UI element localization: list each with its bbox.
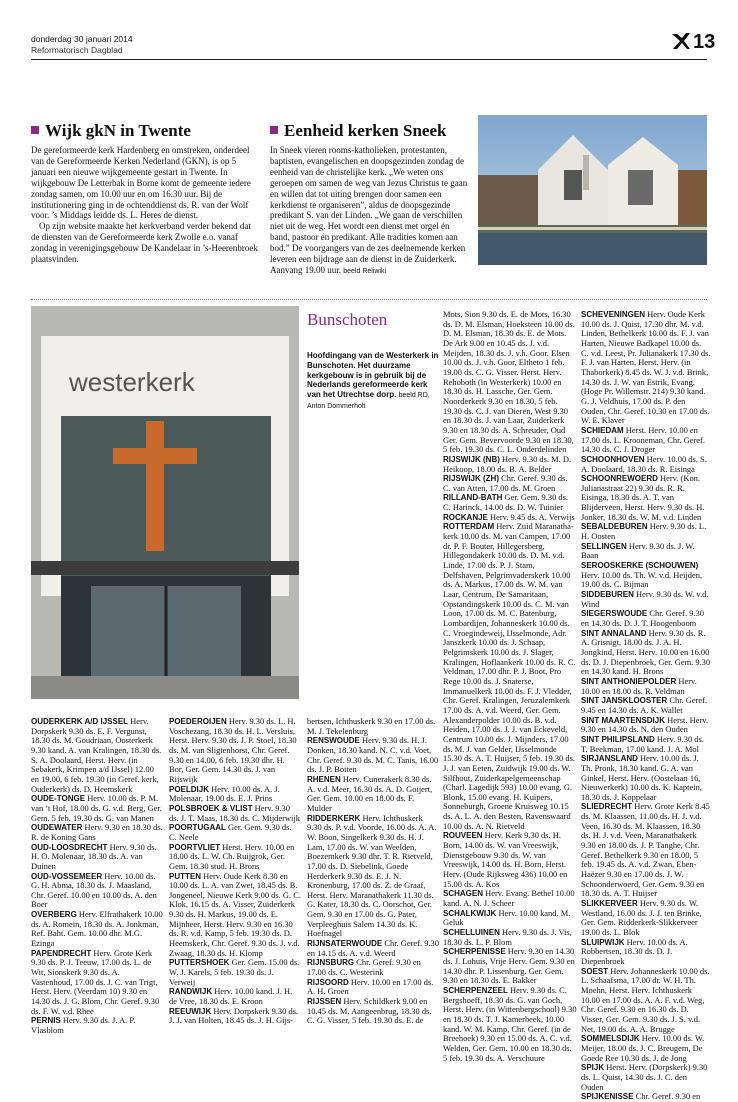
listing-place: REEUWIJK [169,1006,212,1016]
listing-entry: SCHOONHOVEN Herv. 10.00 ds. S. A. Doolaard, 18.30 ds. R. Eisinga [581,453,707,474]
westerkerk-sign: westerkerk [69,367,195,397]
westerkerk-photo [31,306,299,699]
listing-entry: SCHERPENZEEL Herv. 9.30 ds. C. Bergshoeff, 18.30 ds. G. van Goch, Herst. Herv. (in Wittenbergschool) 9.30 en 18.30 ds. T. J. Kamerbeek, 10.00 kand. W. M. Kamp, Chr. Geref. (in de Breehoek) 9.30 en 15.00 ds. A. C. v.d. Welden, Ger. Gem. 10.00 en 18.30 ds. 5 feb. 19.30 ds. A. Verschuure [443,984,577,1063]
listing-place: SIDDEBUREN [581,590,634,600]
listing-column-2 [169,717,301,1067]
article-wijk-gkn-body: De gereformeerde kerk Hardenberg en omstreken, onderdeel van de Gereformeerde Kerken Nederland (GKN), is op 5 januari een nieuwe wijkgemeente gestart in Twente. In wijkgebouw De Letterbak in Borne komt de gemeente iedere zondag samen, om 10.00 uur en om 16.30 uur. Bij de institutionering ging in de ochtenddienst ds. R. van der Wolf voor. ’s Middags leidde ds. L. Heres de dienst. [31,145,251,221]
listing-place: OUDE-TONGE [31,794,86,804]
listing-entry: SIRJANSLAND Herv. 10.00 ds. J. Th. Pronk, 18.30 kand. G. A. van Ginkel, Herst. Herv. (Oostelaan 16, Nieuwerkerk) 10.00 ds. K. Kaptein, 18.30 ds. J. Koppelaar [581,753,702,802]
listing-entry: RENSWOUDE Herv. 9.30 ds. H. J. Donken, 18.30 kand. N. C. v.d. Voet, Chr. Geref. 9.30 ds. M. C. Tanis, 16.00 ds. J. P. Boiten [307,735,439,775]
listing-entry: RIJSSEN Herv. Schildkerk 9.00 en 10.45 ds. M. Aangeenbrug, 18.30 ds. C. G. Visser, 5 feb. 19.30 ds. E. de [307,996,432,1026]
listing-place: ROTTERDAM [443,522,495,532]
listing-place: SCHERPENISSE [443,947,506,957]
page-number: 13 [693,31,716,53]
listing-place: SCHALKWIJK [443,908,497,918]
listing-entry: SINT MAARTENSDIJK Herst. Herv. 9.30 en 14.30 ds. N. den Ouden [581,714,709,735]
header-divider [31,59,707,60]
listing-entry: bertsen, Ichthuskerk 9.30 en 17.00 ds. M. J. Tekelenburg [307,716,436,736]
listing-place: RIJSSEN [307,997,342,1007]
listing-entry: SLIEDRECHT Herv. Grote Kerk 8.45 ds. M. Klaassen, 11.00 ds. H. J. v.d. Veen, 16.30 ds. M. Klaassen, 18.30 ds. H. J. v.d. Veen, Maranathakerk 9.30 en 18.00 ds. J. P. Tanghe, Chr. Geref. Bethelkerk 9.30 en 18.00, 5 feb. 19.45 ds. A. v.d. Zwan, Eben-Haëzer 9.30 en 17.00 ds. J. W. Schoonderwoerd, Ger. Gem. 9.30 en 18.30 ds. A. T. Huijser [581,801,710,899]
listing-entry: ROUVEEN Herv. Kerk 9.30 ds. H. Born, 14.00 ds. W. van Vreeswijk, Dienstgebouw 9.30 ds. W. van Vreeswijk, 14.00 ds. H. Born, Herst. Herv. (Oude Rijksweg 436) 10.00 en 15.00 ds. A. Kos [443,830,568,889]
listing-entry: RIJNSBURG Chr. Geref. 9.30 en 17.00 ds. C. Westerink [307,957,421,978]
listing-column-bottom-3 [307,717,439,1067]
listing-entry: OUDE-TONGE Herv. 10.00 ds. P. M. van ’t Hof, 18.00 ds. G. v.d. Berg, Ger. Gem. 5 feb. 19.30 ds. G. van Manen [31,793,162,823]
listing-column-1 [31,717,163,1067]
header-paper-name: Reformatorisch Dagblad [31,45,123,55]
listing-entry: SINT JANSKLOOSTER Chr. Geref. 9.45 en 14.30 ds. A. K. Wallet [581,695,708,715]
listing-entry: RIJSWIJK (NB) Herv. 9.30 ds. M. D. Heikoop, 18.00 ds. B. A. Belder [443,453,572,474]
listing-entry: SCHOONREWOERD Herv. (Kon. Julianastraat 22) 9.30 ds. R. R. Eisinga, 18.30 ds. A. T. van Blijderveen, Herst. Herv. 9.30 ds. H. Jonker, 18.30 ds. W. M. v.d. Linden [581,473,705,522]
listing-entry: ROTTERDAM Herv. Zuid Maranatha-kerk 10.00 ds. M. van Campen, 17.00 dr. P. F. Bouter, Hillegersberg, Hillegondakerk 10.00 ds. D. M. v.d. Linde, 17.00 ds. P. J. Stam, Delfshaven, Pelgrimvaderskerk 10.00 ds. A. Markus, 17.00 ds. W. M. van Laar, Centrum, De Samaritaan, Opstandingskerk 10.00 ds. C. M. van Loon, 17.00 ds. M. C. Batenburg, Lombardijen, Johanneskerk 10.00 ds. C. Vroegindeweij, IJsselmonde, Adr. Janszkerk 10.00 ds. J. Schaap, Pelgrimskerk 10.00 ds. J. Slager, Kralingen, Hoflaankerk 10.00 ds. R. C. Veldman, 17.00 dhr. P. J. Boot, Pro Rege 10.00 ds. J. Snaterse, Immanuelkerk 10.00 ds. F. J. Vledder, Chr. Geref. Kralingen, Jeruzalemkerk 17.00 ds. A. v.d. Weerd, Ger. Gem. Alexanderpolder 10.00 ds. B. v.d. Heiden, 17.00 ds. J. J. van Eckeveld, Centrum 10.00 ds. J. Mijnders, 17.00 ds. M. J. van Gelder, IJsselmonde 15.30 ds. A. T. Huijser, 5 feb. 19.30 ds. J. J. van Eeten, Zuidwijk 19.00 ds. W. Silfhout, Zuiderkapelgemeenschap (Charl. Lagedijk 593) 10.00 evang. G. Blonk, 15.00 evang. H. Kuipers, Sonneburgh, Groene Kruisweg 10.15 ds. A. L. A. den Besten, Ravenswaard 10.00 ds. A. N. Rietveld [443,521,576,831]
listing-entry: SINT ANNALAND Herv. 9.30 ds. R. A. Grisnigt, 18.00 ds. J. A. H. Jongkind, Herst. Herv. 10.00 en 16.00 ds. D. J. Diepenbroek, Ger. Gem. 9.30 en 14.30 kand. H. Brons [581,627,711,677]
header-date: donderdag 30 januari 2014 [31,34,133,44]
listing-place: SIEGERSWOUDE [581,609,648,619]
listing-entry: SPIJKENISSE Chr. Geref. 9.30 en [581,1091,701,1102]
listing-place: RIJSWIJK (ZH) [443,474,499,484]
listing-entry: RILLAND-BATH Ger. Gem. 9.30 ds. C. Harinck, 14.00 ds. D. W. Tuinier [443,492,569,513]
listing-place: OUDEWATER [31,823,83,833]
listing-place: SLUIPWIJK [581,937,625,947]
listing-place: POELDIJK [169,784,210,794]
listing-entry: POELDIJK Herv. 10.00 ds. A. J. Molenaar, 19.00 ds. E. J. Prins [169,783,280,804]
listing-place: POORTUGAAL [169,823,226,833]
article-wijk-gkn-body-2: Op zijn website maakte het kerkverband verder bekend dat de diensten van de Gereformeerde kerk Zwolle e.o. vanaf zondag in verenigingsgebouw De Kandelaar in ’s-Heerenbroek plaatsvinden. [31,221,258,265]
listing-entry: RANDWIJK Herv. 10.00 kand. J. H. de Vree, 18.30 ds. E. Kroon [169,986,293,1007]
listing-entry: SCHAGEN Herv. Evang. Bethel 10.00 kand. A. N. J. Scheer [443,888,575,909]
listing-place: PERNIS [31,1016,61,1026]
listing-entry: RIDDERKERK Herv. Ichthuskerk 9.30 ds. P. v.d. Voorde, 16.00 ds. A. A. W. Boon, Singelkerk 9.30 ds. H. J. Lam, 17.00 ds. W. van Weelden, Boezemkerk 9.30 dhr. T. R. Rietveld, 17.00 ds. D. Siebelink, Goede Herderkerk 9.30 ds. E. J. N. Kronenburg, 17.00 ds. Z. de Graaf, Herst. Herv. Maranathakerk 11.30 ds. G. Kater, 18.30 ds. C. Oorschot, Ger. Gem. 9.30 en 17.00 ds. G. Pater, Verpleeghuis Salem 14.30 ds. K. Hoefnagel [307,812,437,939]
listing-entry: SLIKKERVEER Herv. 9.30 ds. W. Westland, 16.00 ds. J. J. ten Brinke, Ger. Gem. Ridderkerk-Slikkerveer 19.00 ds. L. Blok [581,898,702,937]
listing-place: PAPENDRECHT [31,948,92,958]
listing-column-4 [581,309,711,1102]
listing-place: SINT PHILIPSLAND [581,734,655,744]
listing-place: SINT ANNALAND [581,628,647,638]
listing-place: RIDDERKERK [307,813,361,823]
listing-entry: RHENEN Herv. Cunerakerk 8.30 ds. A. v.d. Meer, 16.30 ds. A. D. Goijert, Ger. Gem. 10.00 en 18.00 ds. F. Mulder [307,773,433,813]
listing-place: SPIJK [581,1063,605,1073]
listing-entry: SCHELLUINEN Herv. 9.30 ds. J. Vis, 18.30 ds. L. P. Blom [443,927,572,947]
listing-place: OUDERKERK A/D IJSSEL [31,717,129,726]
listing-entry: SELLINGEN Herv. 9.30 ds. J. W. Baan [581,540,695,561]
listing-entry: PAPENDRECHT Herv. Grote Kerk 9.30 ds. P. J. Teeuw, 17.00 ds. L. de Wit, Sionskerk 9.30 ds. A. Vastenhoud, 17.00 ds. J. C. van Trigt, Herst. Herv. (Veerdam 10) 9.30 en 14.30 ds. J. G. Blom, Chr. Geref. 9.30 ds. F. W. v.d. Rhee [31,947,160,1016]
listing-place: SOMMELSDIJK [581,1034,640,1044]
listing-place: SINT JANSKLOOSTER [581,696,668,706]
listing-place: OUD-LOOSDRECHT [31,842,108,852]
photo-caption-text: Hoofdingang van de Westerkerk in Bunschoten. Het duurzame kerkgebouw is in gebruik bij de Nederlands gereformeerde kerk van het Utrechtse dorp. [307,351,439,400]
listing-place: RIJSWIJK (NB) [443,454,500,464]
listing-entry: SIDDEBUREN Herv. 9.30 ds. W. v.d. Wind [581,589,709,609]
listing-place: SCHOONREWOERD [581,474,658,484]
article-eenheid-sneek-body: In Sneek vieren rooms-katholieken, protestanten, baptisten, evangelischen en doopsgezinden zondag de eenheid van de christelijke kerk. „We weten ons geroepen om samen de weg van Jezus Christus te gaan en willen dat tot uiting brengen door samen een kerkdienst te organiseren”, aldus de doopsgezinde predikant S. van der Linden. „We gaan de verschillen niet uit de weg. Het wordt een dienst met orgel én band, pastoor én predikant. Alle tradities komen aan bod.” De voorgangers van de zes deelnemende kerken leveren een bijdrage aan de dienst in de Zuiderkerk. Aanvang 19.00 uur. [270,145,468,275]
listing-entry: PERNIS Herv. 9.30 ds. J. A. P. Vlasblom [31,1015,136,1035]
listing-place: SLIEDRECHT [581,802,633,812]
listing-entry: SCHERPENISSE Herv. 9.30 en 14.30 ds. J. Lohuis, Vrije Herv. Gem. 9.30 en 14.30 dhr. P. Lissenburg. Ger. Gem. 9.30 en 18.30 ds. E. Bakker [443,946,575,986]
listing-entry: SEBALDEBUREN Herv. 9.30 ds. L. H. Oosten [581,521,707,542]
newspaper-logo-icon [670,30,692,52]
listing-place: SEBALDEBUREN [581,522,648,532]
listing-entry: OUDEWATER Herv. 9.30 en 18.30 ds. R. de Koning Gans [31,822,163,842]
listing-entry: SOMMELSDIJK Herv. 10.00 ds. W. Meijer, 18.00 ds. J. C. Breugem, De Goede Ree 10.30 ds. J. de Jong [581,1033,705,1063]
listing-entry: POLSBROEK & VLIST Herv. 9.30 ds. J. T. Maas, 18.30 ds. C. Mijderwijk [169,802,300,823]
listing-entry: Mots, Sion 9.30 ds. E. de Mots, 16.30 ds. D. M. Elsman, Hoeksteen 10.00 ds. D. M. Elsman, 18.30 ds. E. de Mots. De Ark 9.00 en 10.45 ds. J. v.d. Meijden, 18.30 ds. J. v.h. Goor. Elsen 10.00 ds. J. v.h. Goor, Eltheto 1 feb. 19.00 ds. C. G. Visser. Herst. Herv. Rehoboth (in Westerkerk) 10.00 en 18.30 ds. H. Lassche, Ger. Gem. Noorderkerk 9.30 en 18.30, 5 feb. 19.30 ds. C. J. van Dieren, West 9.30 en 18.30 ds. J. van Laar, Zuiderkerk 9.30 en 18.30 ds. A. Schreuder, Oud Ger. Gem. Bevervoorde 9.30 en 18.30, 5 feb. 19.30 ds. C. L. Onderdelinden [443,309,575,455]
listing-place: SELLINGEN [581,541,627,551]
listing-entry: POORTVLIET Herst. Herv. 10.00 en 18.00 ds. L. W. Ch. Ruijgrok, Ger. Gem. 18.30 stud. H. Brons [169,841,295,871]
listing-place: RHENEN [307,774,341,784]
listing-entry: SINT ANTHONIEPOLDER Herv. 10.00 en 18.00 ds. R. Veldman [581,675,697,696]
listing-place: RIJNSATERWOUDE [307,939,383,949]
listing-place: RANDWIJK [169,987,213,997]
listing-place: RIJSOORD [307,977,349,987]
listing-entry: SCHALKWIJK Herv. 10.00 kand. M. Geluk [443,907,571,928]
listing-place: SINT MAARTENSDIJK [581,715,666,725]
listing-place: SCHAGEN [443,889,484,899]
church-illustration [478,115,707,265]
listing-place: SPIJKENISSE [581,1092,634,1102]
sneek-church-photo [478,115,707,265]
listing-entry: OUD-LOOSDRECHT Herv. 9.30 ds. H. O. Molenaar, 18.30 ds. A. van Duinen [31,841,157,871]
section-title-bunschoten: Bunschoten [307,310,388,329]
photo-caption-credit: beeld RD, Anton Dommerholt [307,392,430,410]
listing-entry: SEROOSKERKE (SCHOUWEN) Herv. 10.00 ds. Th. W. v.d. Heijden, 19.00 ds. C. Bijman [581,561,703,590]
article-wijk-gkn [31,121,261,265]
listing-place: ROUVEEN [443,831,483,841]
listing-place: SCHERPENZEEL [443,985,508,995]
listing-place: PUTTEN [169,871,201,881]
listing-entry: RIJNSATERWOUDE Chr. Geref. 9.30 en 14.15 ds. A. v.d. Weerd [307,938,439,958]
bullet-square-icon [31,126,39,134]
listing-place: SINT ANTHONIEPOLDER [581,676,677,686]
listing-column-3 [443,310,577,1070]
westerkerk-illustration [31,306,299,699]
listing-place: RIJNSBURG [307,958,355,968]
listing-entry: REEUWIJK Herv. Dorpskerk 9.30 ds. J. J. van Holten, 18.45 ds. J. H. Gijs- [169,1005,299,1026]
listing-place: RENSWOUDE [307,736,360,746]
listing-place: ROCKANJE [443,512,488,522]
listing-entry: OUD-VOSSEMEER Herv. 10.00 ds. G. H. Abma, 18.30 ds. J. Maasland, Chr. Geref. 10.00 en 10.00 ds. A. den Boer [31,870,157,910]
article-eenheid-sneek-title: Eenheid kerken Sneek [270,121,470,141]
listing-entry: SCHEVENINGEN Herv. Oude Kerk 10.00 ds. J. Quist, 17.30 dhr. M. v.d. Linden, Bethelkerk 10.00 ds. F. J. van Harten, Nieuwe Badkapel 10.00 ds. C. v.d. Leest, Pr. Julianakerk 17.30 ds. F. J. van Harten, Herst. Herv. (in Thaborkerk) 8.45 ds. W. J. v.d. Brink, 14.30 ds. J. W. van Estrik, Evang. (Hoge Pr. Willemstr. 214) 9.30 kand. G. J. Veldhuis, 17.00 ds. P. den Ouden, Chr. Geref. 10.30 en 17.00 ds. W. E. Klaver [581,309,711,426]
listing-place: POEDEROIJEN [169,717,227,726]
listing-entry: ROCKANJE Herv. 9.45 ds. A. Verwijs [443,511,575,522]
photo-credit: beeld Reliwiki [343,267,387,275]
listing-place: SIRJANSLAND [581,754,638,764]
listing-place: SOEST [581,966,609,976]
listing-entry: PUTTERSHOEK Ger. Gem. 15.00 ds. W. J. Karels, 5 feb. 19.30 ds. J. Verweij [169,957,300,987]
listing-place: PUTTERSHOEK [169,958,230,968]
listing-entry: SPIJK Herst. Herv. (Dorpskerk) 9.30 ds. L. Quist, 14.30 ds. J. C. den Ouden [581,1062,708,1092]
article-wijk-gkn-title: Wijk gkN in Twente [31,121,261,141]
listing-entry: SIEGERSWOUDE Chr. Geref. 9.30 en 14.30 ds. D. J. T. Hoogenboom [581,608,704,628]
listing-entry: RIJSOORD Herv. 10.00 en 17.00 ds. A. H. Groen [307,976,434,997]
listing-place: OVERBERG [31,910,77,920]
listing-place: SCHIEDAM [581,425,624,435]
listing-entry: RIJSWIJK (ZH) Chr. Geref. 9.30 ds. C. van Atten, 17.00 ds. M. Groen [443,473,568,493]
listing-place: RILLAND-BATH [443,493,503,503]
listing-place: SCHOONHOVEN [581,454,645,464]
bullet-square-icon [270,126,278,134]
listing-entry: PUTTEN Herv. Oude Kerk 8.30 en 10.00 ds. L. A. van Zwet, 18.45 ds. B. Jongeneel, Nieuwe Kerk 9.00 ds. G. C. Klok, 16.15 ds. A. Visser, Zuiderkerk 9.30 ds. H. Markus, 19.00 ds. E. Mijnheer, Herst. Herv. 9.30 en 16.30 ds. R. v.d. Kamp, 5 feb. 19.30 ds. D. Heemskerk, Chr. Geref. 9.30 ds. J. v.d. Zwaag, 18.30 ds. H. Klomp [169,870,301,958]
listing-place: SLIKKERVEER [581,899,638,909]
listing-place: SCHELLUINEN [443,928,500,937]
listing-entry: OVERBERG Herv. Elfrathakerk 10.00 ds. A. Romein, 18.30 ds. A. Jonkman, Ref. Baht. Gem. 10.00 dhr. M.G. Ezinga [31,909,163,949]
listing-place: POLSBROEK & VLIST [169,803,253,813]
listing-entry: SCHIEDAM Herst. Herv. 10.00 en 17.00 ds. L. Krooneman, Chr. Geref. 14.30 ds. C. J. Droger [581,424,705,455]
listing-entry: SINT PHILIPSLAND Herv. 9.30 ds. T. Beekman, 17.00 kand. J. A. Mol [581,733,704,754]
listing-entry: SOEST Herv. Johanneskerk 10.00 ds. L. Schaafsma, 17.00 dr. W. H. Th. Moehn, Herst. Herv. Ichthuskerk 10.00 en 17.00 ds. A. A. F. v.d. Weg, Chr. Geref. 9.30 en 16.30 ds. D. Visser, Ger. Gem. 9.30 ds. J. S. v.d. Net, 19.00 ds. A. A. Brugge [581,965,710,1034]
article-eenheid-sneek [270,121,470,278]
section-divider [31,299,707,300]
listing-place: SEROOSKERKE (SCHOUWEN) [581,561,699,571]
listing-place: SCHEVENINGEN [581,310,646,319]
listing-entry: SLUIPWIJK Herv. 10.00 ds. A. Robbertsen, 18.30 ds. D. J. Diepenbroek [581,936,688,966]
listing-entry: OUDERKERK A/D IJSSEL Herv. Dorpskerk 9.30 ds. E. F. Vergunst, 18.30 ds. M. Goudriaan, Oosterkerk 9.30 kand. A. van Kralingen, 18.30 ds. S. A. Doolaard, Herst. Herv. (in Sebakerk, Krimpen a/d IJssel) 12.00 en 19.00, 6 feb. 19.30 (in Geref. kerk, Ouderkerk) ds. D. Heemskerk [31,716,162,794]
listing-place: OUD-VOSSEMEER [31,871,103,881]
listing-place: POORTVLIET [169,842,221,852]
photo-caption [307,351,441,412]
listing-entry: POEDEROIJEN Herv. 9.30 ds. L. H. Voschezang, 18.30 ds. H. L. Versluis, Herst. Herv. 9.30 ds. J. P. Stoel, 18.30 ds. M. van Sligtenhorst, Chr. Geref. 9.30 en 14.00, 6 feb. 19.30 dhr. H. Bor, Ger. Gem. 14.30 ds. J. van Rijswijk [169,716,297,784]
listing-entry: POORTUGAAL Ger. Gem. 9.30 ds. C. Neele [169,822,292,842]
